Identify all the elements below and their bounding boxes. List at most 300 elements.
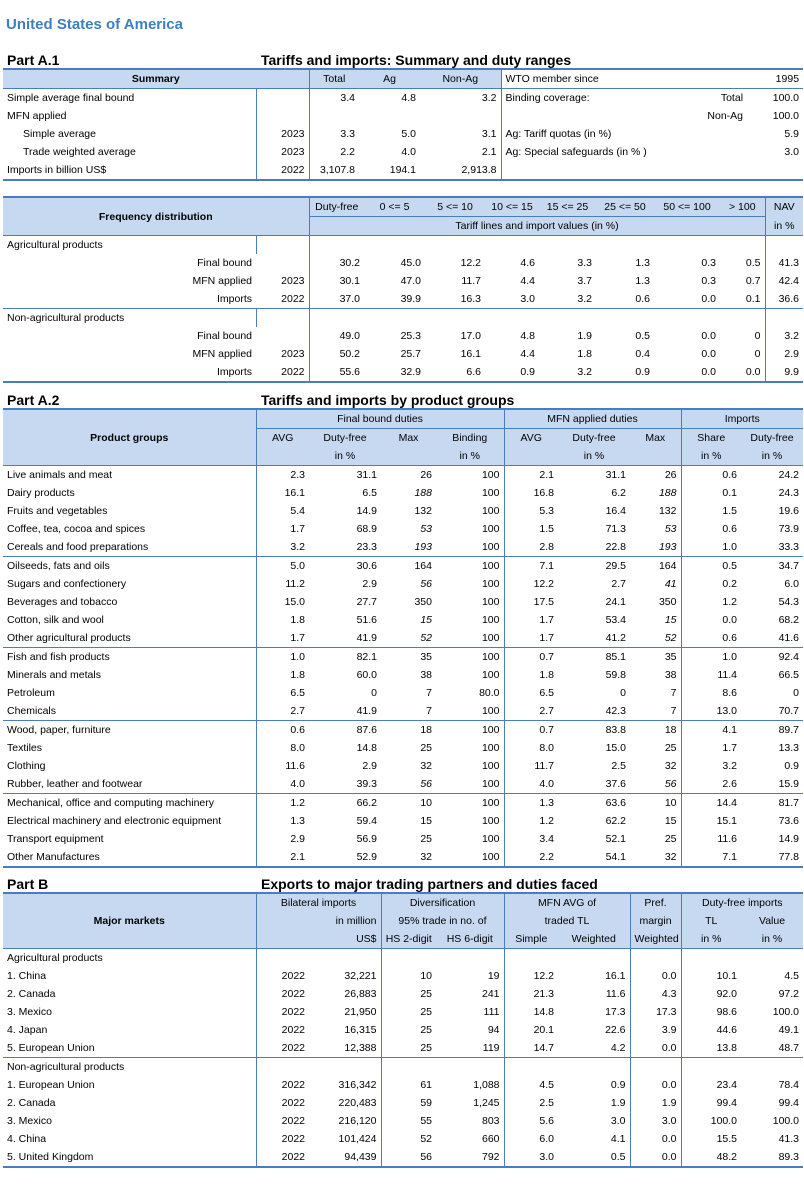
market-value: 3.0 — [610, 1115, 626, 1127]
product-group-value: 14.9 — [778, 833, 800, 845]
frequency-value: 39.9 — [400, 293, 422, 305]
frequency-value: 3.2 — [765, 327, 803, 345]
frequency-value: 0.0 — [654, 363, 720, 382]
frequency-value: 16.1 — [460, 348, 482, 360]
market-value: 4.5 — [784, 970, 800, 982]
product-group-name: Fruits and vegetables — [7, 505, 108, 517]
product-group-value: 22.8 — [605, 541, 626, 553]
summary-ag: 4.0 — [401, 146, 417, 158]
pref-header: Pref. — [630, 893, 681, 912]
product-group-value: 5.0 — [256, 557, 309, 576]
tl-unit: in % — [681, 930, 741, 949]
coverage-label: Ag: Tariff quotas (in %) — [501, 125, 616, 143]
product-group-row — [3, 611, 803, 629]
summary-table — [3, 68, 803, 181]
frequency-value: 4.4 — [520, 348, 536, 360]
product-group-value: 188 — [414, 487, 432, 499]
final-bound-header: Final bound duties — [256, 409, 504, 429]
market-value: 11.6 — [605, 988, 626, 1000]
frequency-value: 1.3 — [635, 257, 651, 269]
summary-ag: 4.8 — [401, 92, 417, 104]
range-header: Duty-free — [309, 197, 364, 217]
frequency-value: 0.5 — [635, 330, 651, 342]
summary-label: Imports in billion US$ — [3, 161, 256, 180]
empty-cell — [539, 236, 596, 255]
summary-non-ag: 3.2 — [481, 92, 497, 104]
product-group-value: 52.9 — [309, 848, 381, 867]
product-group-row — [3, 557, 803, 576]
market-value: 0.0 — [630, 1039, 681, 1058]
product-group-value: 100 — [481, 815, 500, 827]
frequency-group-row — [3, 309, 803, 328]
product-group-value: 34.7 — [741, 557, 803, 576]
market-value: 3.9 — [630, 1021, 681, 1039]
product-group-value: 164 — [630, 557, 681, 576]
mfn-applied-header: MFN applied duties — [504, 409, 681, 429]
row-label: MFN applied — [192, 348, 252, 360]
empty-cell — [681, 949, 741, 968]
product-group-value: 85.1 — [558, 648, 630, 667]
product-group-value: 33.3 — [778, 541, 800, 553]
product-group-row — [3, 629, 803, 648]
product-group-value: 16.4 — [605, 505, 626, 517]
column-header: Share — [681, 429, 741, 448]
market-value: 4.1 — [610, 1133, 626, 1145]
product-group-value: 100 — [481, 742, 500, 754]
pref-weighted-header: Weighted — [630, 930, 681, 949]
market-value: 0.0 — [630, 1076, 681, 1094]
empty-cell — [630, 949, 681, 968]
product-group-value: 27.7 — [356, 596, 377, 608]
product-group-value: 6.5 — [504, 684, 558, 702]
product-group-name: Textiles — [7, 742, 43, 754]
market-value: 48.7 — [778, 1042, 800, 1054]
product-group-value: 66.2 — [309, 794, 381, 813]
product-group-value: 31.1 — [605, 469, 626, 481]
product-group-value: 38 — [420, 669, 432, 681]
summary-total: 3.3 — [309, 125, 359, 143]
frequency-value: 25.3 — [400, 330, 422, 342]
product-group-row — [3, 484, 803, 502]
market-value: 2022 — [256, 967, 309, 985]
market-value: 23.4 — [681, 1076, 741, 1094]
hs2-header: HS 2-digit — [381, 930, 436, 949]
empty-cell — [425, 236, 485, 255]
product-group-value: 15 — [664, 815, 677, 827]
product-group-value: 350 — [414, 596, 432, 608]
product-group-row — [3, 794, 803, 813]
column-header: AVG — [504, 429, 558, 448]
product-group-value: 100 — [481, 632, 500, 644]
column-header: Binding — [436, 429, 504, 448]
product-group-value: 23.3 — [356, 541, 377, 553]
summary-year — [256, 89, 309, 108]
market-value: 56 — [381, 1148, 436, 1167]
product-group-value: 13.0 — [681, 702, 741, 721]
product-group-value: 0.6 — [256, 721, 309, 740]
product-group-value: 54.1 — [558, 848, 630, 867]
market-row — [3, 1148, 803, 1167]
product-group-value: 350 — [658, 596, 677, 608]
product-group-value: 1.3 — [504, 794, 558, 813]
product-group-value: 1.0 — [681, 648, 741, 667]
product-group-value: 52 — [664, 632, 677, 644]
row-label: Final bound — [197, 330, 252, 342]
summary-non-ag — [420, 107, 501, 125]
product-group-value: 100 — [481, 614, 500, 626]
market-row — [3, 1003, 803, 1021]
frequency-title: Frequency distribution — [3, 197, 309, 236]
frequency-value: 37.0 — [309, 290, 364, 309]
product-group-name: Chemicals — [7, 705, 57, 717]
market-value: 25 — [381, 1021, 436, 1039]
product-group-value: 0.7 — [504, 721, 558, 740]
market-value: 119 — [482, 1042, 500, 1054]
product-group-value: 73.6 — [778, 815, 800, 827]
product-group-value: 4.1 — [681, 721, 741, 740]
part-a2-label: Part A.2 — [7, 392, 60, 408]
pref-sub: margin — [630, 912, 681, 930]
frequency-value: 0.0 — [720, 363, 765, 382]
market-value: 15.5 — [681, 1130, 741, 1148]
product-group-value: 13.3 — [778, 742, 800, 754]
coverage-label: Ag: Special safeguards (in % ) — [501, 143, 616, 161]
empty-cell — [741, 1058, 803, 1077]
empty-cell — [741, 949, 803, 968]
market-value: 19 — [487, 970, 500, 982]
market-value: 32,221 — [344, 970, 377, 982]
row-year — [256, 327, 309, 345]
product-group-row — [3, 739, 803, 757]
market-value: 17.3 — [605, 1006, 626, 1018]
product-group-name: Transport equipment — [7, 833, 104, 845]
frequency-table — [3, 196, 803, 383]
market-value: 1,088 — [473, 1079, 500, 1091]
product-group-value: 30.6 — [309, 557, 381, 576]
part-a1-label: Part A.1 — [7, 52, 60, 68]
product-group-value: 3.2 — [681, 757, 741, 775]
product-group-name: Petroleum — [7, 687, 55, 699]
market-name: 3. Mexico — [7, 1115, 52, 1127]
product-group-value: 41.9 — [356, 632, 377, 644]
market-value: 61 — [381, 1076, 436, 1094]
summary-year: 2023 — [256, 125, 309, 143]
product-group-value: 164 — [381, 557, 436, 576]
page-title: United States of America — [6, 16, 183, 33]
product-group-value: 7 — [426, 687, 432, 699]
product-group-value: 6.2 — [611, 487, 626, 499]
product-group-value: 25 — [420, 833, 432, 845]
product-group-value: 100 — [481, 833, 500, 845]
product-group-row — [3, 520, 803, 538]
summary-year: 2023 — [256, 143, 309, 161]
wto-member-value: 1995 — [747, 69, 803, 89]
part-b-title: Exports to major trading partners and duties faced — [261, 876, 598, 892]
product-group-value: 1.2 — [256, 794, 309, 813]
product-group-value: 24.3 — [778, 487, 800, 499]
product-group-value: 1.8 — [256, 611, 309, 629]
market-row — [3, 1130, 803, 1148]
product-group-value: 39.3 — [356, 778, 377, 790]
summary-non-ag: 2,913.8 — [420, 161, 501, 180]
duty-free-tl-header: TL — [681, 912, 741, 930]
product-group-value: 15.0 — [605, 742, 626, 754]
empty-cell — [539, 309, 596, 328]
column-unit: in % — [309, 447, 381, 466]
summary-non-ag: 3.1 — [481, 128, 497, 140]
frequency-value: 41.3 — [765, 254, 803, 272]
mfn-avg-sub: traded TL — [504, 912, 630, 930]
empty-cell — [558, 1058, 630, 1077]
frequency-value: 55.6 — [309, 363, 364, 382]
product-group-value: 100 — [481, 578, 500, 590]
market-value: 803 — [481, 1115, 500, 1127]
product-group-value: 100 — [481, 469, 500, 481]
product-group-value: 87.6 — [309, 721, 381, 740]
row-year — [256, 254, 309, 272]
product-group-value: 2.9 — [362, 578, 377, 590]
non-ag-header: Non-Ag — [420, 69, 501, 89]
product-group-value: 1.2 — [504, 812, 558, 830]
product-group-value: 1.3 — [256, 812, 309, 830]
product-group-value: 25 — [664, 742, 677, 754]
product-group-value: 80.0 — [479, 687, 500, 699]
frequency-value: 0.3 — [701, 275, 717, 287]
product-group-value: 37.6 — [605, 778, 626, 790]
market-value: 2022 — [256, 1094, 309, 1112]
summary-year — [256, 107, 309, 125]
product-group-value: 1.2 — [681, 593, 741, 611]
product-group-value: 0.9 — [784, 760, 800, 772]
market-value: 21.3 — [504, 985, 558, 1003]
frequency-row — [3, 363, 803, 382]
product-group-value: 5.4 — [256, 502, 309, 520]
empty-cell — [436, 1058, 504, 1077]
market-value: 78.4 — [778, 1079, 800, 1091]
product-group-value: 60.0 — [356, 669, 377, 681]
market-value: 52 — [381, 1130, 436, 1148]
product-group-value: 11.7 — [504, 757, 558, 775]
empty-cell — [558, 949, 630, 968]
market-name: 5. European Union — [7, 1042, 95, 1054]
product-group-name: Clothing — [7, 760, 46, 772]
empty-cell — [364, 309, 425, 328]
wto-member-label: WTO member since — [501, 69, 747, 89]
product-group-row — [3, 593, 803, 611]
product-group-value: 62.2 — [605, 815, 626, 827]
nav-header: NAV — [765, 197, 803, 217]
summary-ag: 194.1 — [359, 161, 420, 180]
product-group-value: 11.2 — [256, 575, 309, 593]
market-value: 792 — [436, 1148, 504, 1167]
row-label: Imports — [3, 363, 256, 382]
range-header: > 100 — [720, 197, 765, 217]
empty-cell — [654, 309, 720, 328]
product-group-value: 54.3 — [778, 596, 800, 608]
market-value: 10 — [381, 967, 436, 985]
market-group-name: Agricultural products — [7, 952, 103, 964]
product-group-value: 26 — [664, 469, 677, 481]
market-value: 92.0 — [681, 985, 741, 1003]
frequency-value: 4.4 — [520, 275, 536, 287]
frequency-value: 0.0 — [701, 348, 717, 360]
market-name: 2. Canada — [7, 988, 56, 1000]
summary-ag — [359, 107, 420, 125]
frequency-value: 50.2 — [309, 345, 364, 363]
frequency-value: 42.4 — [765, 272, 803, 290]
frequency-value: 32.9 — [364, 363, 425, 382]
product-group-value: 53.4 — [605, 614, 626, 626]
market-value: 97.2 — [778, 988, 800, 1000]
product-group-value: 0 — [371, 687, 377, 699]
product-group-value: 0.6 — [681, 466, 741, 485]
market-row — [3, 1021, 803, 1039]
empty-cell — [681, 1058, 741, 1077]
market-value: 25 — [381, 1003, 436, 1021]
market-value: 22.6 — [605, 1024, 626, 1036]
column-header: Duty-free — [309, 429, 381, 448]
market-value: 25 — [381, 1039, 436, 1058]
empty-cell — [256, 1058, 309, 1077]
product-group-value: 3.2 — [256, 538, 309, 557]
product-group-value: 81.7 — [741, 794, 803, 813]
market-row — [3, 1076, 803, 1094]
market-value: 2022 — [256, 1003, 309, 1021]
part-a2-title: Tariffs and imports by product groups — [261, 392, 515, 408]
product-group-value: 193 — [414, 541, 432, 553]
empty-cell — [309, 1058, 381, 1077]
product-group-row — [3, 775, 803, 794]
market-value: 0.5 — [558, 1148, 630, 1167]
market-value: 14.8 — [504, 1003, 558, 1021]
coverage-value: 5.9 — [784, 128, 800, 140]
frequency-value: 3.7 — [577, 275, 593, 287]
summary-row — [3, 143, 803, 161]
product-group-value: 15.0 — [256, 593, 309, 611]
product-group-name: Fish and fish products — [3, 648, 256, 667]
range-header: 15 <= 25 — [539, 197, 596, 217]
product-group-value: 82.1 — [309, 648, 381, 667]
nav-unit: in % — [765, 217, 803, 236]
product-group-row — [3, 648, 803, 667]
market-value: 55 — [381, 1112, 436, 1130]
empty-cell — [596, 309, 654, 328]
market-value: 26,883 — [344, 988, 377, 1000]
product-group-value: 59.8 — [605, 669, 626, 681]
product-group-value: 0.0 — [681, 611, 741, 629]
empty-cell — [720, 309, 765, 328]
product-group-value: 32 — [420, 760, 432, 772]
group-name: Non-agricultural products — [3, 309, 256, 328]
product-group-value: 83.8 — [558, 721, 630, 740]
product-group-value: 5.3 — [504, 502, 558, 520]
frequency-value: 45.0 — [400, 257, 422, 269]
product-group-value: 2.3 — [256, 466, 309, 485]
frequency-value: 1.9 — [577, 330, 593, 342]
product-group-value: 2.8 — [504, 538, 558, 557]
summary-non-ag: 2.1 — [481, 146, 497, 158]
product-group-value: 35 — [630, 648, 681, 667]
product-group-value: 100 — [481, 505, 500, 517]
empty-cell — [425, 309, 485, 328]
frequency-value: 49.0 — [309, 327, 364, 345]
diversification-header: Diversification — [381, 893, 504, 912]
product-group-name: Cotton, silk and wool — [7, 614, 104, 626]
empty-cell — [504, 1058, 558, 1077]
summary-label: Simple average final bound — [7, 92, 135, 104]
product-group-name: Coffee, tea, cocoa and spices — [7, 523, 146, 535]
product-group-value: 132 — [414, 505, 432, 517]
market-value: 2022 — [256, 1112, 309, 1130]
product-group-value: 16.1 — [256, 484, 309, 502]
market-name: 4. Japan — [7, 1024, 48, 1036]
market-value: 13.8 — [681, 1039, 741, 1058]
empty-cell — [436, 949, 504, 968]
product-group-value: 7.1 — [681, 848, 741, 867]
product-group-value: 100 — [481, 669, 500, 681]
market-value: 14.7 — [504, 1039, 558, 1058]
product-group-name: Electrical machinery and electronic equipment — [7, 815, 222, 827]
column-header: Max — [630, 429, 681, 448]
row-year: 2023 — [281, 275, 305, 287]
product-group-value: 24.2 — [778, 469, 800, 481]
summary-label: Trade weighted average — [23, 146, 136, 158]
empty-cell — [309, 236, 364, 255]
group-name: Agricultural products — [7, 239, 103, 251]
product-group-value: 53 — [664, 523, 677, 535]
empty-cell — [720, 236, 765, 255]
market-name: 3. Mexico — [7, 1006, 52, 1018]
product-group-value: 15.1 — [681, 812, 741, 830]
product-group-value: 29.5 — [558, 557, 630, 576]
product-group-row — [3, 684, 803, 702]
frequency-value: 17.0 — [460, 330, 482, 342]
duty-free-value-header: Value — [741, 912, 803, 930]
product-group-value: 52 — [420, 632, 432, 644]
summary-header-row — [3, 69, 803, 89]
product-group-value: 1.7 — [681, 739, 741, 757]
frequency-row — [3, 254, 803, 272]
product-group-name: Other Manufactures — [3, 848, 256, 867]
product-group-value: 15 — [664, 614, 677, 626]
product-group-value: 7 — [670, 705, 677, 717]
product-group-value: 32 — [664, 760, 677, 772]
market-value: 10.1 — [681, 967, 741, 985]
market-value: 111 — [483, 1006, 500, 1018]
frequency-value: 0.0 — [701, 330, 717, 342]
product-group-value: 100 — [481, 596, 500, 608]
market-value: 2022 — [256, 1148, 309, 1167]
product-group-name: Oilseeds, fats and oils — [3, 557, 256, 576]
column-unit: in % — [681, 447, 741, 466]
product-group-value: 56 — [420, 778, 432, 790]
market-value: 1.9 — [630, 1094, 681, 1112]
market-value: 12,388 — [344, 1042, 377, 1054]
column-header: Max — [381, 429, 436, 448]
market-value: 2022 — [256, 985, 309, 1003]
frequency-header-row — [3, 197, 803, 217]
column-unit: in % — [558, 447, 630, 466]
market-value: 216,120 — [338, 1115, 377, 1127]
column-unit: in % — [436, 447, 504, 466]
product-group-value: 19.6 — [778, 505, 800, 517]
market-value: 48.2 — [681, 1148, 741, 1167]
product-group-value: 2.7 — [504, 702, 558, 721]
product-group-name: Dairy products — [7, 487, 75, 499]
product-group-value: 7.1 — [504, 557, 558, 576]
product-group-value: 8.0 — [504, 739, 558, 757]
frequency-value: 47.0 — [400, 275, 422, 287]
